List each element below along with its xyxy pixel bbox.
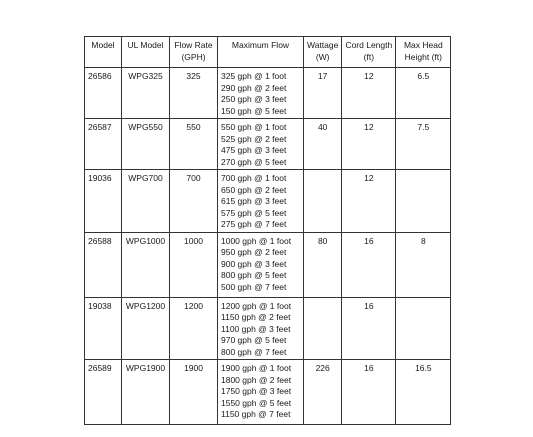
header-wattage bbox=[304, 37, 342, 68]
cell-wattage: 40 bbox=[304, 119, 342, 170]
cell-max-head: 16.5 bbox=[396, 360, 451, 425]
cell-cord-length: 16 bbox=[342, 297, 396, 360]
cell-model: 26588 bbox=[85, 232, 122, 297]
max-flow-line: 500 gph @ 7 feet bbox=[221, 281, 287, 292]
cell-model: 26587 bbox=[85, 119, 122, 170]
cell-max-flow bbox=[218, 232, 304, 297]
cell-flow-rate: 1900 bbox=[170, 360, 218, 425]
max-flow-line: 270 gph @ 5 feet bbox=[221, 156, 287, 167]
cell-cord-length: 12 bbox=[342, 68, 396, 119]
table-row bbox=[85, 297, 451, 360]
header-flow-rate-line1: Flow Rate bbox=[174, 40, 213, 50]
cell-flow-rate: 1000 bbox=[170, 232, 218, 297]
max-flow-line: 475 gph @ 3 feet bbox=[221, 145, 287, 155]
cell-max-flow bbox=[218, 360, 304, 425]
pump-spec-table-container bbox=[84, 36, 451, 425]
cell-model: 19038 bbox=[85, 297, 122, 360]
cell-flow-rate: 325 bbox=[170, 68, 218, 119]
max-flow-line: 575 gph @ 5 feet bbox=[221, 207, 287, 218]
cell-max-flow bbox=[218, 68, 304, 119]
cell-max-head: 7.5 bbox=[396, 119, 451, 170]
table-row bbox=[85, 232, 451, 297]
header-cord-length bbox=[342, 37, 396, 68]
max-flow-line: 1200 gph @ 1 foot bbox=[221, 300, 292, 311]
table-row bbox=[85, 68, 451, 119]
max-flow-line: 1150 gph @ 7 feet bbox=[221, 409, 291, 419]
cell-flow-rate: 700 bbox=[170, 170, 218, 233]
max-flow-line: 550 gph @ 1 foot bbox=[221, 122, 287, 132]
max-flow-line: 970 gph @ 5 feet bbox=[221, 335, 287, 345]
max-flow-line: 1100 gph @ 3 feet bbox=[221, 323, 291, 334]
max-flow-line: 650 gph @ 2 feet bbox=[221, 184, 287, 195]
max-flow-line: 615 gph @ 3 feet bbox=[221, 196, 287, 206]
header-ul-model-label: UL Model bbox=[127, 40, 164, 50]
header-cord-length-line2: (ft) bbox=[363, 51, 375, 62]
cell-ul-model: WPG550 bbox=[122, 119, 170, 170]
cell-wattage: 226 bbox=[304, 360, 342, 425]
table-row bbox=[85, 360, 451, 425]
cell-max-head bbox=[396, 297, 451, 360]
header-max-head-line2: Height (ft) bbox=[404, 51, 442, 62]
header-maximum-flow-label: Maximum Flow bbox=[231, 40, 290, 50]
cell-max-head bbox=[396, 170, 451, 233]
cell-max-flow bbox=[218, 170, 304, 233]
header-max-head-height bbox=[396, 37, 451, 68]
table-row bbox=[85, 170, 451, 233]
cell-cord-length: 12 bbox=[342, 119, 396, 170]
cell-model: 26586 bbox=[85, 68, 122, 119]
max-flow-line: 1900 gph @ 1 foot bbox=[221, 363, 292, 373]
max-flow-line: 950 gph @ 2 feet bbox=[221, 247, 287, 257]
max-flow-line: 1800 gph @ 2 feet bbox=[221, 374, 292, 385]
header-max-head-line1: Max Head bbox=[403, 40, 443, 50]
cell-cord-length: 16 bbox=[342, 360, 396, 425]
header-cord-length-line1: Cord Length bbox=[345, 40, 393, 50]
cell-max-head: 8 bbox=[396, 232, 451, 297]
max-flow-line: 290 gph @ 2 feet bbox=[221, 82, 287, 93]
cell-max-flow bbox=[218, 119, 304, 170]
cell-model: 19036 bbox=[85, 170, 122, 233]
cell-cord-length: 16 bbox=[342, 232, 396, 297]
cell-ul-model: WPG1200 bbox=[122, 297, 170, 360]
header-ul-model bbox=[122, 37, 170, 68]
cell-model: 26589 bbox=[85, 360, 122, 425]
table-row bbox=[85, 119, 451, 170]
max-flow-line: 1150 gph @ 2 feet bbox=[221, 312, 291, 322]
cell-wattage bbox=[304, 297, 342, 360]
max-flow-line: 250 gph @ 3 feet bbox=[221, 94, 287, 104]
header-flow-rate bbox=[170, 37, 218, 68]
max-flow-line: 1750 gph @ 3 feet bbox=[221, 386, 292, 396]
cell-flow-rate: 1200 bbox=[170, 297, 218, 360]
header-wattage-line2: (W) bbox=[315, 51, 330, 62]
max-flow-line: 325 gph @ 1 foot bbox=[221, 71, 287, 81]
max-flow-line: 525 gph @ 2 feet bbox=[221, 133, 287, 144]
cell-max-head: 6.5 bbox=[396, 68, 451, 119]
cell-wattage: 80 bbox=[304, 232, 342, 297]
cell-ul-model: WPG1900 bbox=[122, 360, 170, 425]
cell-ul-model: WPG700 bbox=[122, 170, 170, 233]
max-flow-line: 150 gph @ 5 feet bbox=[221, 105, 287, 116]
header-flow-rate-line2: (GPH) bbox=[181, 51, 206, 62]
header-model-label: Model bbox=[91, 40, 115, 50]
pump-spec-table bbox=[84, 36, 451, 425]
header-model bbox=[85, 37, 122, 68]
table-header-row bbox=[85, 37, 451, 68]
max-flow-line: 800 gph @ 5 feet bbox=[221, 270, 287, 280]
max-flow-line: 275 gph @ 7 feet bbox=[221, 219, 287, 229]
max-flow-line: 800 gph @ 7 feet bbox=[221, 346, 287, 357]
max-flow-line: 1550 gph @ 5 feet bbox=[221, 397, 292, 408]
cell-wattage: 17 bbox=[304, 68, 342, 119]
cell-cord-length: 12 bbox=[342, 170, 396, 233]
header-maximum-flow bbox=[218, 37, 304, 68]
max-flow-line: 700 gph @ 1 foot bbox=[221, 173, 287, 183]
cell-wattage bbox=[304, 170, 342, 233]
max-flow-line: 900 gph @ 3 feet bbox=[221, 258, 287, 269]
cell-ul-model: WPG325 bbox=[122, 68, 170, 119]
cell-max-flow bbox=[218, 297, 304, 360]
cell-flow-rate: 550 bbox=[170, 119, 218, 170]
cell-ul-model: WPG1000 bbox=[122, 232, 170, 297]
header-wattage-line1: Wattage bbox=[307, 40, 339, 50]
max-flow-line: 1000 gph @ 1 foot bbox=[221, 235, 292, 246]
